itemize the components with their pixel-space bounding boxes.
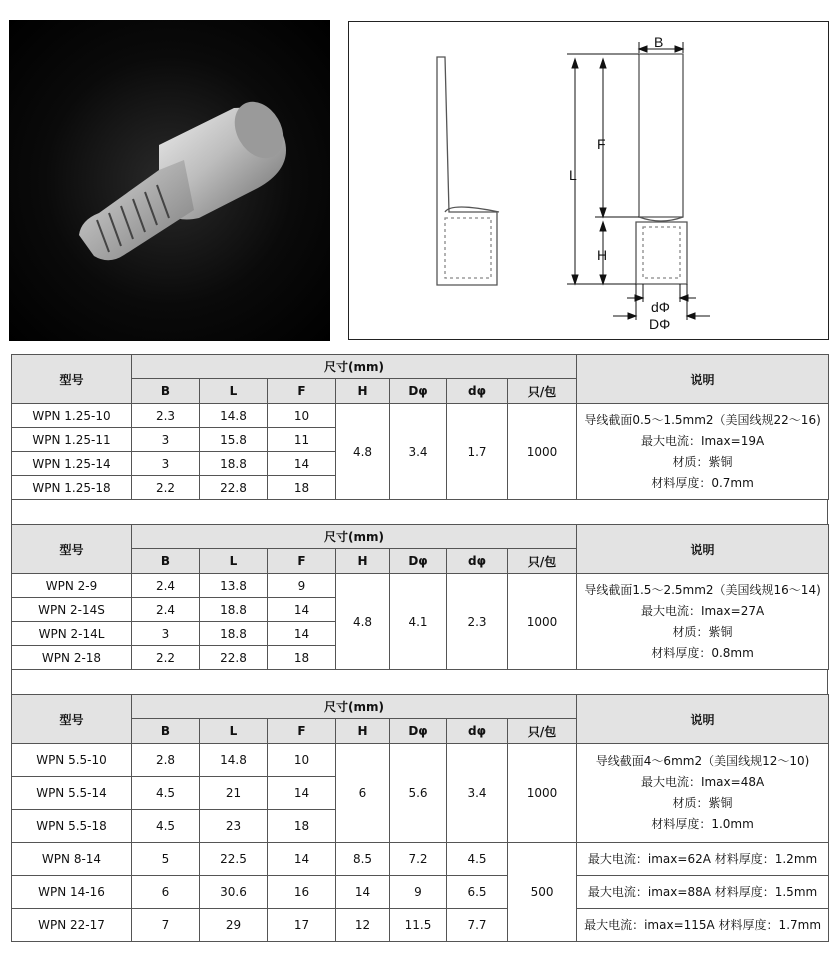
l-cell: 22.8 <box>200 476 268 500</box>
col-d: dφ <box>447 379 508 404</box>
model-cell: WPN 2-14L <box>12 622 132 646</box>
model-cell: WPN 1.25-18 <box>12 476 132 500</box>
f-cell: 16 <box>268 876 336 909</box>
l-cell: 29 <box>200 909 268 942</box>
b-cell: 3 <box>132 452 200 476</box>
col-qty: 只/包 <box>508 549 577 574</box>
model-cell: WPN 22-17 <box>12 909 132 942</box>
f-cell: 18 <box>268 810 336 843</box>
col-d: dφ <box>447 719 508 744</box>
size-header: 尺寸(mm) <box>132 525 577 549</box>
note-cell <box>577 744 829 843</box>
f-cell: 11 <box>268 428 336 452</box>
model-cell: WPN 1.25-10 <box>12 404 132 428</box>
col-qty: 只/包 <box>508 379 577 404</box>
note-line: 材料厚度：0.7mm <box>651 475 754 490</box>
product-photo <box>9 20 330 341</box>
b-cell: 2.4 <box>132 574 200 598</box>
l-cell: 22.5 <box>200 843 268 876</box>
b-cell: 7 <box>132 909 200 942</box>
model-header: 型号 <box>12 355 132 404</box>
table-row <box>12 404 829 428</box>
d-cell: 2.3 <box>447 574 508 670</box>
spec-table-3 <box>11 694 829 942</box>
table-row <box>12 909 829 942</box>
col-b: B <box>132 549 200 574</box>
l-cell: 23 <box>200 810 268 843</box>
l-cell: 22.8 <box>200 646 268 670</box>
qty-cell: 1000 <box>508 744 577 843</box>
l-cell: 15.8 <box>200 428 268 452</box>
note-cell: 最大电流：imax=88A 材料厚度：1.5mm <box>577 876 829 909</box>
col-b: B <box>132 719 200 744</box>
f-cell: 14 <box>268 622 336 646</box>
table-gap <box>11 670 828 694</box>
dim-label-l: L <box>569 167 577 183</box>
D-cell: 11.5 <box>390 909 447 942</box>
h-cell: 14 <box>336 876 390 909</box>
model-cell: WPN 14-16 <box>12 876 132 909</box>
f-cell: 18 <box>268 476 336 500</box>
col-l: L <box>200 379 268 404</box>
b-cell: 2.2 <box>132 476 200 500</box>
model-cell: WPN 2-18 <box>12 646 132 670</box>
D-cell: 5.6 <box>390 744 447 843</box>
f-cell: 10 <box>268 744 336 777</box>
note-line: 导线截面4～6mm2（美国线规12～10) <box>595 754 810 768</box>
table-row <box>12 574 829 598</box>
note-line: 导线截面1.5～2.5mm2（美国线规16～14) <box>584 582 821 597</box>
qty-cell: 1000 <box>508 574 577 670</box>
note-line: 导线截面0.5～1.5mm2（美国线规22～16) <box>584 412 821 427</box>
l-cell: 14.8 <box>200 744 268 777</box>
qty-cell: 1000 <box>508 404 577 500</box>
l-cell: 13.8 <box>200 574 268 598</box>
table-row <box>12 744 829 777</box>
note-cell: 最大电流：imax=115A 材料厚度：1.7mm <box>577 909 829 942</box>
note-cell <box>577 404 829 500</box>
model-cell: WPN 8-14 <box>12 843 132 876</box>
dim-label-h: H <box>597 247 608 263</box>
model-cell: WPN 5.5-10 <box>12 744 132 777</box>
col-l: L <box>200 719 268 744</box>
d-cell: 3.4 <box>447 744 508 843</box>
col-D: Dφ <box>390 379 447 404</box>
note-cell: 最大电流：imax=62A 材料厚度：1.2mm <box>577 843 829 876</box>
col-b: B <box>132 379 200 404</box>
dim-label-f: F <box>597 136 606 152</box>
note-line: 材质：紫铜 <box>672 454 733 469</box>
note-line: 最大电流：Imax=48A <box>640 775 765 789</box>
d-cell: 1.7 <box>447 404 508 500</box>
col-h: H <box>336 719 390 744</box>
note-header: 说明 <box>577 355 829 404</box>
b-cell: 2.4 <box>132 598 200 622</box>
spec-table-2 <box>11 524 829 670</box>
f-cell: 14 <box>268 598 336 622</box>
model-cell: WPN 5.5-14 <box>12 777 132 810</box>
D-cell: 9 <box>390 876 447 909</box>
b-cell: 4.5 <box>132 810 200 843</box>
note-line: 材料厚度：1.0mm <box>651 817 754 831</box>
l-cell: 18.8 <box>200 622 268 646</box>
col-f: F <box>268 379 336 404</box>
h-cell: 4.8 <box>336 404 390 500</box>
note-line: 材质：紫铜 <box>672 796 733 810</box>
D-cell: 3.4 <box>390 404 447 500</box>
b-cell: 4.5 <box>132 777 200 810</box>
model-header: 型号 <box>12 695 132 744</box>
col-d: dφ <box>447 549 508 574</box>
dim-label-d-big: DΦ <box>649 316 671 332</box>
dimension-drawing <box>348 21 829 340</box>
f-cell: 10 <box>268 404 336 428</box>
col-D: Dφ <box>390 549 447 574</box>
l-cell: 18.8 <box>200 452 268 476</box>
b-cell: 6 <box>132 876 200 909</box>
note-header: 说明 <box>577 525 829 574</box>
f-cell: 14 <box>268 843 336 876</box>
l-cell: 14.8 <box>200 404 268 428</box>
b-cell: 2.8 <box>132 744 200 777</box>
note-line: 材料厚度：0.8mm <box>651 645 754 660</box>
model-cell: WPN 2-9 <box>12 574 132 598</box>
model-cell: WPN 1.25-11 <box>12 428 132 452</box>
note-cell <box>577 574 829 670</box>
col-D: Dφ <box>390 719 447 744</box>
h-cell: 6 <box>336 744 390 843</box>
dim-label-b: B <box>654 34 664 50</box>
col-f: F <box>268 549 336 574</box>
model-cell: WPN 5.5-18 <box>12 810 132 843</box>
f-cell: 18 <box>268 646 336 670</box>
h-cell: 4.8 <box>336 574 390 670</box>
b-cell: 3 <box>132 622 200 646</box>
note-header: 说明 <box>577 695 829 744</box>
f-cell: 14 <box>268 777 336 810</box>
l-cell: 18.8 <box>200 598 268 622</box>
l-cell: 30.6 <box>200 876 268 909</box>
note-line: 最大电流：Imax=19A <box>640 433 765 448</box>
D-cell: 4.1 <box>390 574 447 670</box>
b-cell: 5 <box>132 843 200 876</box>
b-cell: 3 <box>132 428 200 452</box>
col-qty: 只/包 <box>508 719 577 744</box>
col-l: L <box>200 549 268 574</box>
d-cell: 4.5 <box>447 843 508 876</box>
f-cell: 14 <box>268 452 336 476</box>
h-cell: 8.5 <box>336 843 390 876</box>
col-h: H <box>336 549 390 574</box>
size-header: 尺寸(mm) <box>132 355 577 379</box>
note-line: 材质：紫铜 <box>672 624 733 639</box>
D-cell: 7.2 <box>390 843 447 876</box>
qty-cell: 500 <box>508 843 577 942</box>
col-h: H <box>336 379 390 404</box>
l-cell: 21 <box>200 777 268 810</box>
size-header: 尺寸(mm) <box>132 695 577 719</box>
f-cell: 17 <box>268 909 336 942</box>
model-cell: WPN 1.25-14 <box>12 452 132 476</box>
spec-table-1 <box>11 354 829 500</box>
b-cell: 2.3 <box>132 404 200 428</box>
table-gap <box>11 500 828 524</box>
model-cell: WPN 2-14S <box>12 598 132 622</box>
b-cell: 2.2 <box>132 646 200 670</box>
h-cell: 12 <box>336 909 390 942</box>
note-line: 最大电流：Imax=27A <box>640 603 765 618</box>
table-row <box>12 876 829 909</box>
table-row <box>12 843 829 876</box>
d-cell: 6.5 <box>447 876 508 909</box>
f-cell: 9 <box>268 574 336 598</box>
model-header: 型号 <box>12 525 132 574</box>
d-cell: 7.7 <box>447 909 508 942</box>
dim-label-d-small: dΦ <box>651 299 670 315</box>
col-f: F <box>268 719 336 744</box>
